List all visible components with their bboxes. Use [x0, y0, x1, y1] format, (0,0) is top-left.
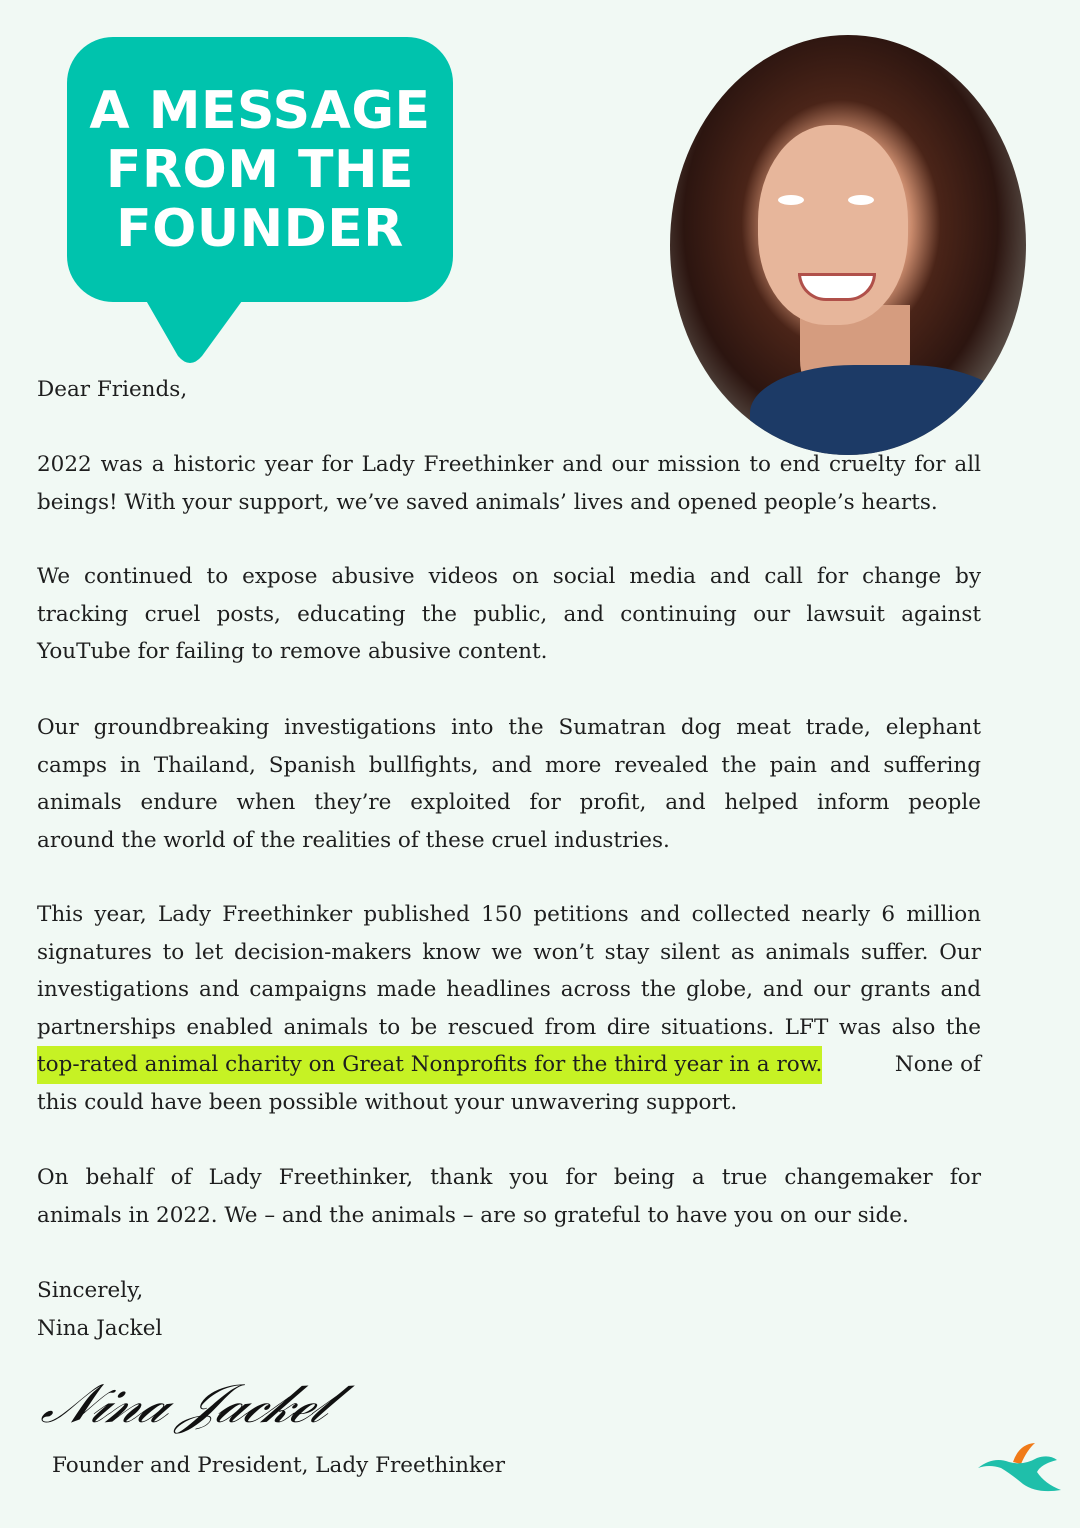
- text-line: On behalf of Lady Freethinker, thank you for being a true changemaker for: [37, 1165, 981, 1190]
- text-line: partnerships enabled animals to be rescued from dire situations. LFT was also the: [37, 1014, 981, 1040]
- closing-text: Sincerely,: [37, 1278, 144, 1303]
- signer-name: Nina Jackel: [37, 1315, 163, 1341]
- text-line: tracking cruel posts, educating the public, and continuing our lawsuit against: [37, 601, 981, 627]
- speech-bubble-tail: [140, 290, 260, 365]
- text-line: We continued to expose abusive videos on social media and call for change by: [37, 564, 981, 589]
- title-line: A MESSAGE: [89, 81, 431, 141]
- text-line: This year, Lady Freethinker published 150 petitions and collected nearly 6 million: [37, 902, 981, 927]
- highlighted-text: top-rated animal charity on Great Nonprofits for the third year in a row.: [37, 1046, 822, 1084]
- text-line: animals endure when they’re exploited for profit, and helped inform people: [37, 790, 981, 815]
- text-line: investigations and campaigns made headlines across the globe, and our grants and: [37, 977, 981, 1002]
- text-line: Our groundbreaking investigations into the Sumatran dog meat trade, elephant: [37, 715, 981, 740]
- paragraph-1: [37, 446, 981, 521]
- greeting: Dear Friends,: [37, 377, 188, 402]
- text-line: camps in Thailand, Spanish bullfights, and more revealed the pain and suffering: [37, 752, 981, 778]
- text-line: YouTube for failing to remove abusive content.: [37, 639, 548, 664]
- paragraph-3: [37, 709, 981, 859]
- text-line: animals in 2022. We – and the animals – are so grateful to have you on our side.: [37, 1202, 909, 1228]
- signer-title: Founder and President, Lady Freethinker: [52, 1453, 505, 1478]
- title-line: FROM THE: [105, 140, 415, 200]
- page-title: [67, 82, 453, 259]
- paragraph-2: [37, 558, 981, 671]
- text-line: signatures to let decision-makers know we won’t stay silent as animals suffer. Our: [37, 939, 981, 965]
- text-fragment: None of: [894, 1052, 981, 1077]
- text-line: [37, 1046, 981, 1084]
- lady-freethinker-bird-logo-icon: [975, 1440, 1065, 1500]
- paragraph-5: [37, 1159, 981, 1234]
- text-line: this could have been possible without your unwavering support.: [37, 1089, 738, 1115]
- title-line: FOUNDER: [116, 199, 404, 259]
- text-line: beings! With your support, we’ve saved animals’ lives and opened people’s hearts.: [37, 489, 938, 515]
- handwritten-signature: 𝒩𝒾𝓃𝒶 𝒥𝒶𝒸𝓀ℯ𝓁: [34, 1372, 340, 1435]
- closing: [37, 1272, 981, 1347]
- text-line: around the world of the realities of these cruel industries.: [37, 827, 670, 853]
- text-line: 2022 was a historic year for Lady Freethinker and our mission to end cruelty for all: [37, 452, 981, 477]
- paragraph-4: [37, 896, 981, 1121]
